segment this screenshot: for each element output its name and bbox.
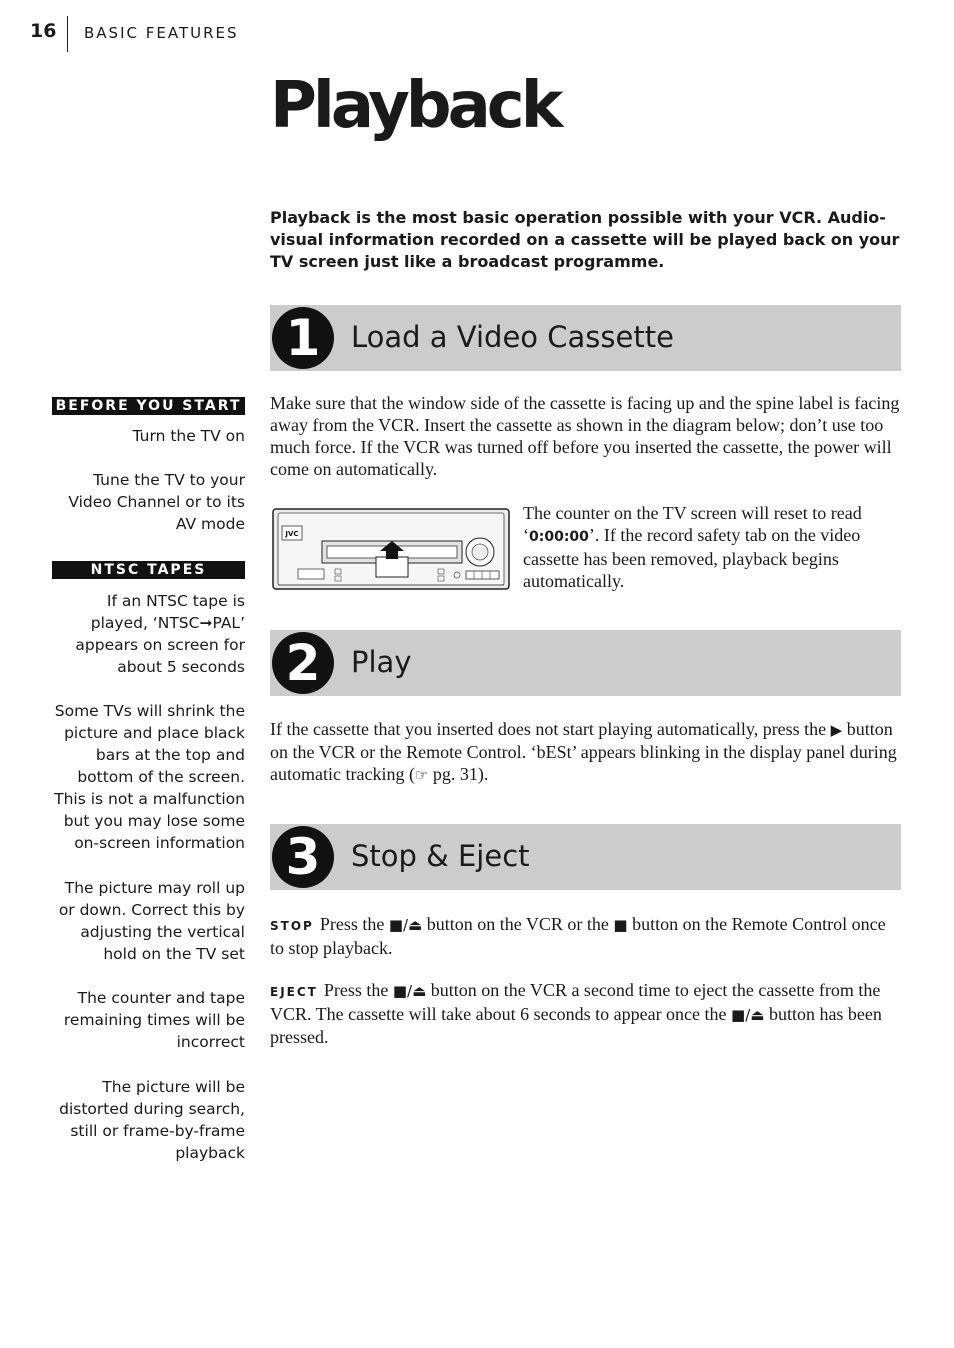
sidebar-note: Some TVs will shrink the picture and place black bars at the top and bottom of the screen. This is not a malfunction but you may lose some on-screen information — [54, 702, 245, 852]
eject-label: EJECT — [270, 985, 318, 999]
counter-text-end: ’. If the record safety tab on the video cassette has been removed, playback begins automatically. — [523, 525, 861, 591]
stop-eject-icon: ■/⏏ — [731, 1006, 765, 1024]
page-reference: pg. 31). — [432, 764, 489, 784]
sidebar-note: Tune the TV to your Video Channel or to its AV mode — [68, 471, 245, 533]
stop-eject-icon: ■/⏏ — [388, 916, 423, 934]
sidebar-note: Turn the TV on — [132, 427, 245, 445]
vcr-illustration — [270, 505, 512, 593]
sidebar-note — [60, 590, 245, 678]
counter-text-start: The counter on the TV screen will reset to read ‘ — [523, 503, 862, 545]
eject-text-start: Press the — [323, 980, 389, 1000]
ntsc-note-end: PAL’ appears on screen for about 5 seconds — [75, 614, 245, 676]
sidebar-note: The picture may roll up or down. Correct this by adjusting the vertical hold on the TV set — [58, 879, 245, 963]
play-text-middle: button on the VCR or the Remote Control. ‘bESt’ appears blinking in the display panel during automatic tracking ( — [270, 719, 897, 784]
step-2-title: Play — [351, 645, 412, 679]
reference-hand-icon: ☞ — [414, 766, 429, 784]
eject-text-end: button has been pressed. — [270, 1004, 882, 1047]
page-number: 16 — [30, 20, 57, 42]
stop-text-start: Press the — [319, 914, 385, 934]
play-icon: ▶ — [830, 721, 843, 739]
step-3-header — [270, 824, 901, 890]
eject-text-middle: button on the VCR a second time to eject the cassette from the VCR. The cassette will take about 6 seconds to appear once the — [270, 980, 881, 1024]
step-1-number: 1 — [272, 307, 334, 369]
step-1-header — [270, 305, 901, 371]
stop-text-end: button on the Remote Control once to stop playback. — [270, 914, 886, 958]
step-3-number: 3 — [272, 826, 334, 888]
vcr-brand: JVC — [285, 530, 299, 538]
load-cassette-text: Make sure that the window side of the cassette is facing up and the spine label is facing away from the VCR. Insert the cassette as shown in the diagram below; don’t use too much force. If the VCR was turned off before you inserted the cassette, the power will come on automatically. — [270, 393, 900, 479]
step-3-title: Stop & Eject — [351, 839, 530, 873]
stop-label: STOP — [270, 919, 314, 933]
sidebar-note: The counter and tape remaining times will be incorrect — [63, 989, 245, 1051]
ntsc-note-start: If an NTSC tape is played, ‘NTSC — [90, 592, 245, 632]
stop-text-middle: button on the VCR or the — [426, 914, 609, 934]
stop-text — [270, 913, 902, 959]
section-name: BASIC FEATURES — [84, 24, 239, 42]
before-you-start-heading: BEFORE YOU START — [52, 397, 245, 415]
counter-readout: 0:00:00 — [529, 529, 589, 545]
ntsc-tapes-heading: NTSC TAPES — [52, 561, 245, 579]
eject-text — [270, 979, 902, 1048]
play-text — [270, 718, 902, 786]
step-2-header — [270, 630, 901, 696]
step-2-number: 2 — [272, 632, 334, 694]
counter-text — [523, 502, 903, 592]
header-divider — [67, 16, 68, 52]
arrow-right-icon: ➞ — [199, 614, 213, 632]
play-text-start: If the cassette that you inserted does not start playing automatically, press the — [270, 719, 827, 739]
step-1-title: Load a Video Cassette — [351, 320, 674, 354]
stop-icon: ■ — [613, 916, 628, 934]
intro-paragraph: Playback is the most basic operation possible with your VCR. Audio-visual information recorded on a cassette will be played back on your TV screen just like a broadcast programme. — [270, 208, 900, 271]
stop-eject-icon: ■/⏏ — [392, 982, 427, 1000]
sidebar-note: The picture will be distorted during search, still or frame-by-frame playback — [59, 1078, 245, 1162]
page-title: Playback — [270, 69, 560, 143]
